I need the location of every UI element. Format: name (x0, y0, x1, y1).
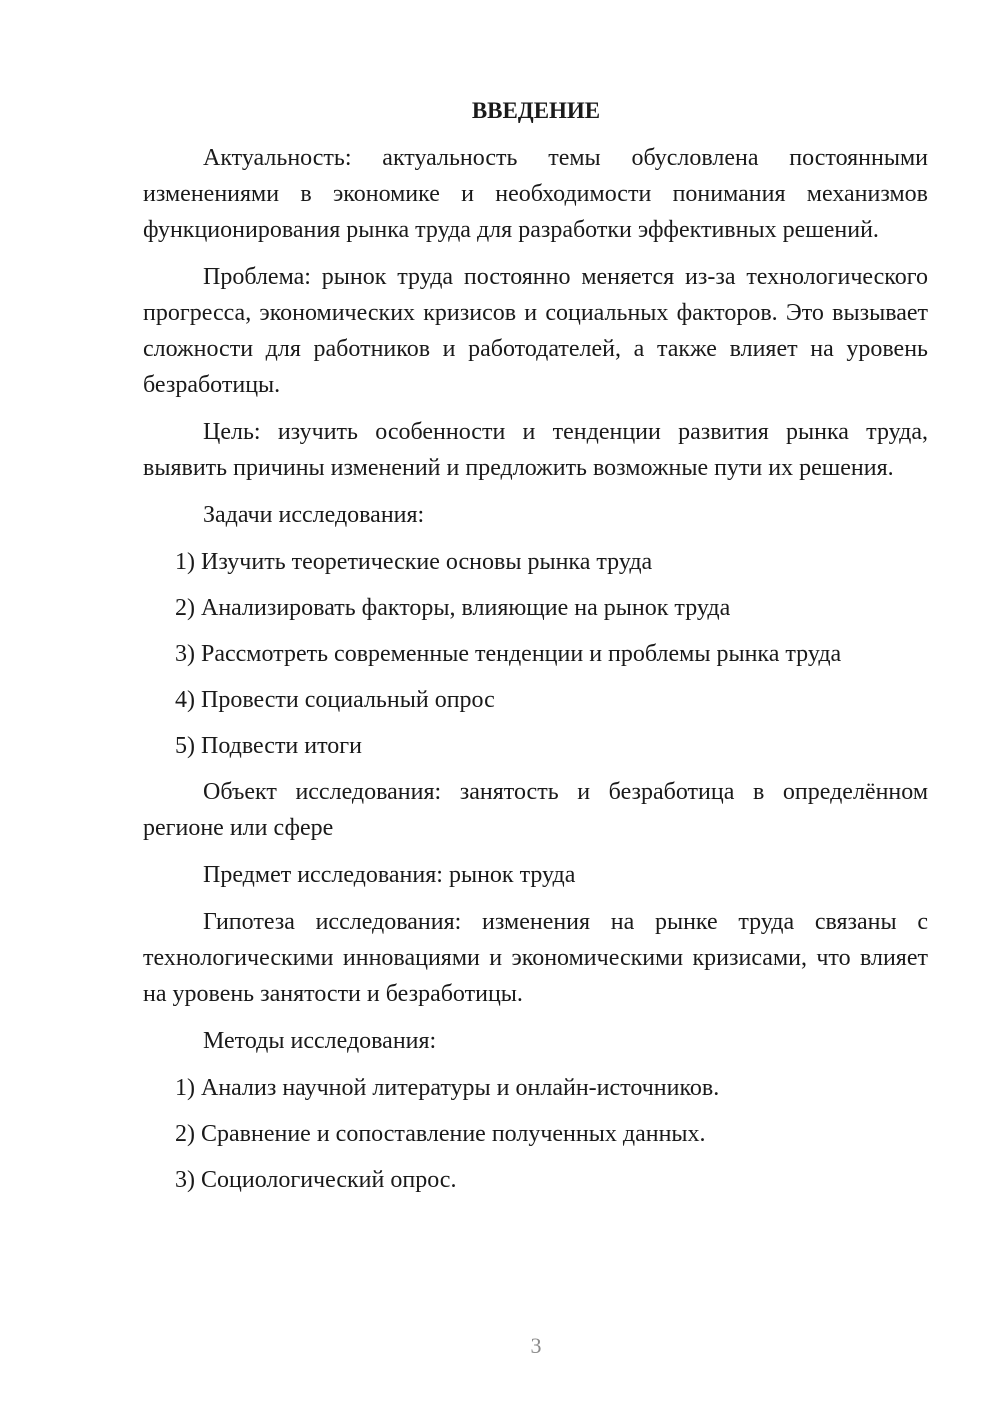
tasks-label: Задачи исследования: (203, 502, 425, 528)
problem-paragraph: Проблема: рынок труда постоянно меняется из-за технологического прогресса, экономических кризисов и социальных факторов. Это вызывает сложности для работников и работодателей, а также влияет на уровень безработицы. (143, 264, 928, 398)
list-item: 5) Подвести итоги (175, 733, 362, 759)
tasks-list (143, 544, 928, 764)
goal-paragraph: Цель: изучить особенности и тенденции развития рынка труда, выявить причины изменений и предложить возможные пути их решения. (143, 419, 928, 481)
methods-label: Методы исследования: (203, 1028, 437, 1054)
subject-paragraph: Предмет исследования: рынок труда (203, 862, 576, 888)
object-paragraph: Объект исследования: занятость и безработица в определённом регионе или сфере (143, 779, 928, 841)
list-item: 2) Сравнение и сопоставление полученных данных. (175, 1121, 706, 1147)
list-item: 2) Анализировать факторы, влияющие на рынок труда (175, 595, 731, 621)
list-item: 1) Изучить теоретические основы рынка труда (175, 549, 653, 575)
relevance-paragraph: Актуальность: актуальность темы обусловлена постоянными изменениями в экономике и необходимости понимания механизмов функционирования рынка труда для разработки эффективных решений. (143, 145, 928, 243)
list-item: 1) Анализ научной литературы и онлайн-источников. (175, 1075, 720, 1101)
list-item: 4) Провести социальный опрос (175, 687, 495, 713)
list-item: 3) Рассмотреть современные тенденции и проблемы рынка труда (175, 641, 842, 667)
list-item: 3) Социологический опрос. (175, 1167, 457, 1193)
hypothesis-paragraph: Гипотеза исследования: изменения на рынке труда связаны с технологическими инновациями и экономическими кризисами, что влияет на уровень занятости и безработицы. (143, 909, 928, 1007)
page-title: ВВЕДЕНИЕ (471, 98, 601, 123)
document-body (143, 140, 928, 1208)
page-number: 3 (530, 1333, 542, 1358)
methods-list (143, 1070, 928, 1198)
